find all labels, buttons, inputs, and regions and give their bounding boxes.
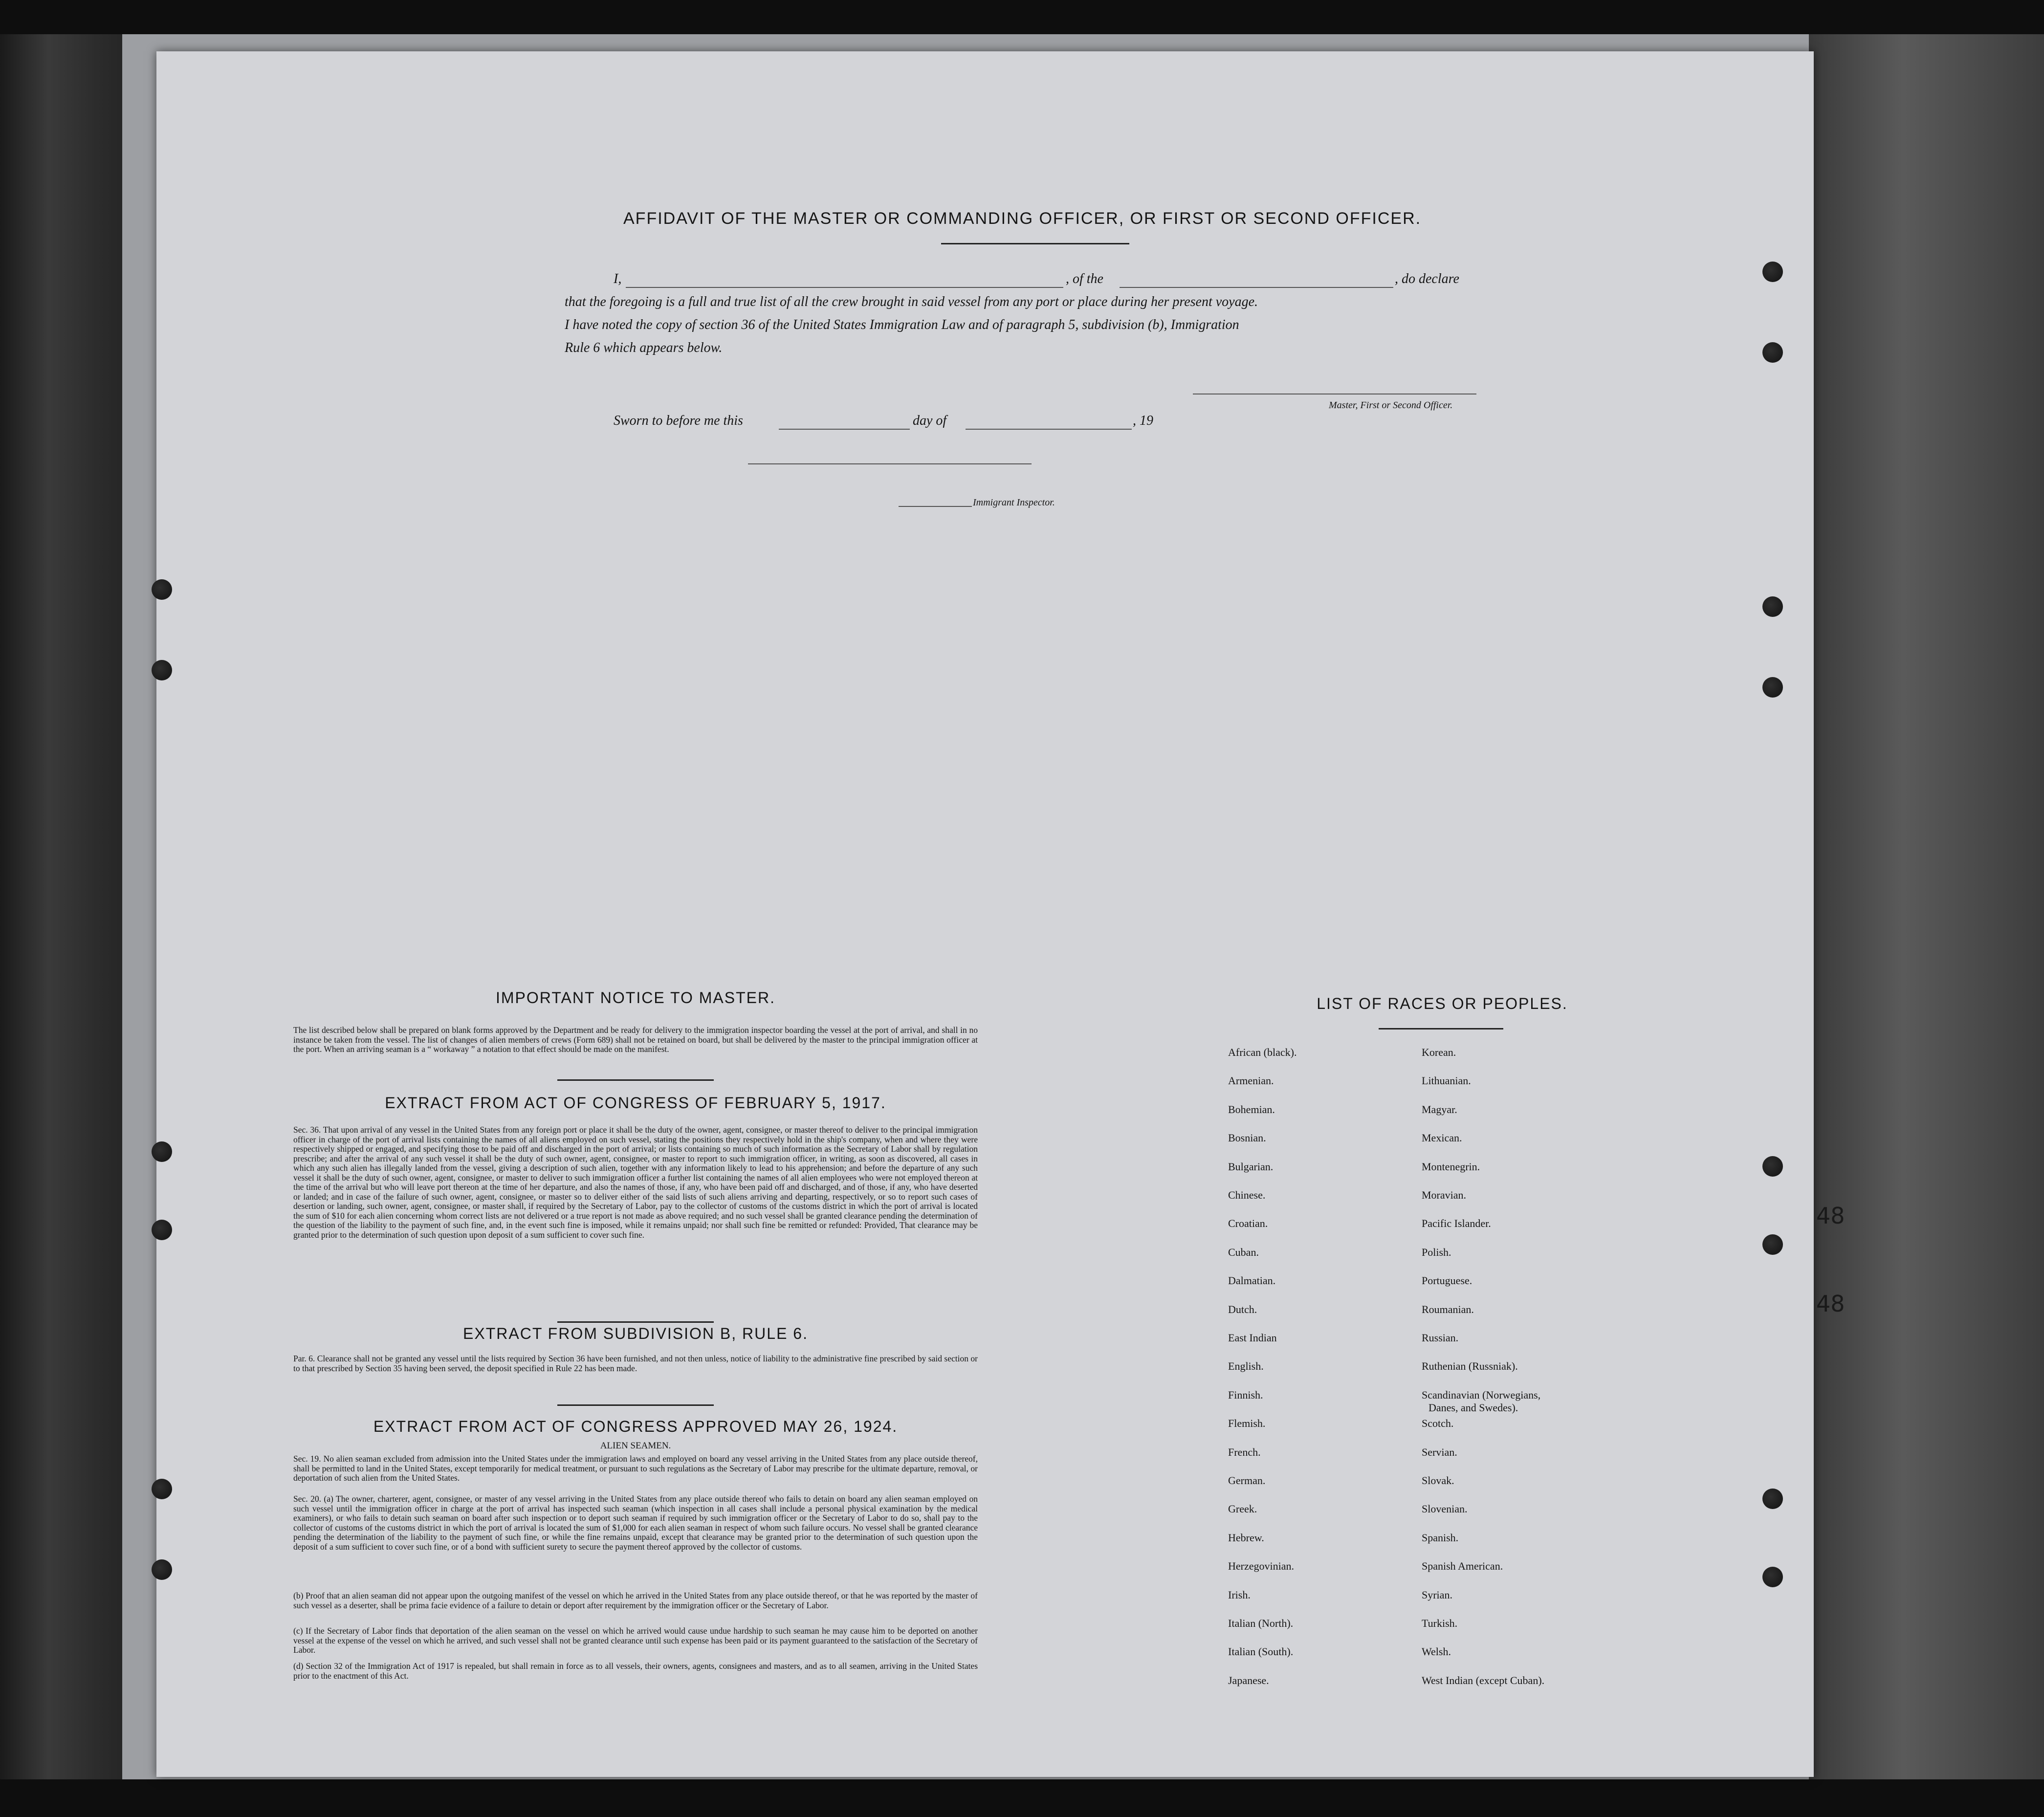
race-item: Japanese. xyxy=(1228,1674,1269,1686)
binder-hole xyxy=(152,1141,172,1162)
race-item: Portuguese. xyxy=(1422,1274,1473,1287)
extract-rule6-text: Par. 6. Clearance shall not be granted any vessel until the lists required by Section 36 have been furnished, and not then unless, notice of liability to the administrative fine prescribed by said section or to that prescribed by Section 35 having been served, the deposit specified in Rule 22 has been made. xyxy=(293,1354,978,1373)
race-item: Magyar. xyxy=(1422,1103,1457,1116)
race-item: East Indian xyxy=(1228,1332,1277,1344)
race-item: Spanish. xyxy=(1422,1531,1459,1544)
extract-1924-para-4: (c) If the Secretary of Labor finds that deportation of the alien seaman on the vessel on which he arrived would cause undue hardship to such seaman he may cause him to be deported on another vessel at the expense of the vessel on which he arrived, and such vessel shall not be granted clearance until such expense has been paid or its payment guaranteed to the satisfaction of the Secretary of Labor. xyxy=(293,1626,978,1655)
inspector-short-line xyxy=(899,506,972,507)
title-rule xyxy=(941,243,1129,244)
inspector-signature-line xyxy=(748,463,1032,464)
extract-1924-heading: EXTRACT FROM ACT OF CONGRESS APPROVED MAY 26, 1924. xyxy=(373,1418,898,1435)
binder-hole xyxy=(1762,677,1783,698)
affidavit-line-1-start: I, xyxy=(614,271,622,286)
margin-mark-1: 48 xyxy=(1816,1203,1845,1229)
race-item: Croatian. xyxy=(1228,1217,1268,1230)
affidavit-line-2: that the foregoing is a full and true list of all the crew brought in said vessel from any port or place during her present voyage. xyxy=(565,294,1258,309)
affidavit-line-1-end: , do declare xyxy=(1395,271,1459,286)
binder-hole xyxy=(152,660,172,680)
race-item: Armenian. xyxy=(1228,1074,1274,1087)
race-item: Italian (South). xyxy=(1228,1645,1294,1658)
sworn-prefix: Sworn to before me this xyxy=(614,413,743,428)
races-rule xyxy=(1379,1028,1503,1029)
race-item: Montenegrin. xyxy=(1422,1160,1480,1173)
binder-hole xyxy=(1762,262,1783,282)
race-item: Chinese. xyxy=(1228,1189,1266,1201)
name-blank xyxy=(626,287,1063,288)
race-item: Russian. xyxy=(1422,1332,1459,1344)
notice-text: The list described below shall be prepared on blank forms approved by the Department and be ready for delivery to the immigration inspector boarding the vessel at the port of arrival, and shall in no instance be taken from the vessel. The list of changes of alien members of crews (Form 689) shall not be retained on board, but shall be delivered by the master to the principal immigration officer at the port. When an arriving seaman is a “ workaway ” a notation to that effect should be made on the manifest. xyxy=(293,1025,978,1054)
race-item: Slovenian. xyxy=(1422,1503,1468,1515)
extract-rule6-heading: EXTRACT FROM SUBDIVISION B, RULE 6. xyxy=(463,1325,808,1342)
race-item: Servian. xyxy=(1422,1445,1457,1458)
race-item: Scandinavian (Norwegians, xyxy=(1422,1388,1541,1401)
extract-1924-para-2: Sec. 20. (a) The owner, charterer, agent, consignee, or master of any vessel arriving in the United States from any place outside thereof who fails to detain on board any alien seaman employed on such vessel until the immigration officer in charge at the port of arrival has inspected such seaman (which inspection in all cases shall include a personal physical examination by the medical examiners), or who fails to detain such seaman on board after such inspection or to deport such seaman if required by such immigration officer or the Secretary of Labor to do so, shall pay to the collector of customs of the customs district in which the port of arrival is located the sum of $1,000 for each alien seaman in respect of whom such failure occurs. No vessel shall be granted clearance pending the determination of the liability to the payment of such fine, or while the fine remains unpaid, except that clearance may be granted prior to the determination of such question upon the deposit of a sum sufficient to cover such fine, or of a bond with sufficient surety to secure the payment thereof approved by the collector of customs. xyxy=(293,1494,978,1552)
notice-heading: IMPORTANT NOTICE TO MASTER. xyxy=(496,989,775,1007)
affidavit-line-3: I have noted the copy of section 36 of the United States Immigration Law and of paragraph 5, subdivision (b), Immigration xyxy=(565,317,1239,332)
race-item: English. xyxy=(1228,1360,1264,1373)
race-item: Irish. xyxy=(1228,1588,1251,1601)
extract-1924-para-1: Sec. 19. No alien seaman excluded from admission into the United States under the immigration laws and employed on board any vessel arriving in the United States from any place outside thereof, shall be permitted to land in the United States, except temporarily for medical treatment, or pursuant to such regulations as the Secretary of Labor may prescribe for the ultimate departure, removal, or deportation of such alien from the United States. xyxy=(293,1454,978,1483)
race-item: Ruthenian (Russniak). xyxy=(1422,1360,1518,1373)
race-item: African (black). xyxy=(1228,1046,1297,1058)
signature-caption: Master, First or Second Officer. xyxy=(1329,400,1453,411)
inspector-caption: Immigrant Inspector. xyxy=(973,497,1055,508)
race-item: Moravian. xyxy=(1422,1189,1467,1201)
sworn-day: day of xyxy=(913,413,947,428)
binder-hole xyxy=(1762,596,1783,617)
race-item: French. xyxy=(1228,1445,1261,1458)
race-item: Cuban. xyxy=(1228,1246,1259,1258)
race-item: Welsh. xyxy=(1422,1645,1451,1658)
race-item: Hebrew. xyxy=(1228,1531,1264,1544)
race-item: Mexican. xyxy=(1422,1132,1462,1144)
binder-hole xyxy=(152,1220,172,1240)
race-item: Korean. xyxy=(1422,1046,1456,1058)
scan-background-right xyxy=(1809,0,2044,1817)
extract-1924-para-3: (b) Proof that an alien seaman did not appear upon the outgoing manifest of the vessel on which he arrived in the United States from any place outside thereof, or that he was reported by the master of such vessel as a deserter, shall be prima facie evidence of a failure to detain or deport after requirement by the immigration officer or the Secretary of Labor. xyxy=(293,1591,978,1610)
extract-1917-heading: EXTRACT FROM ACT OF CONGRESS OF FEBRUARY 5, 1917. xyxy=(385,1094,886,1112)
scan-background-bottom xyxy=(0,1779,2044,1817)
race-item: Polish. xyxy=(1422,1246,1451,1258)
race-item: Slovak. xyxy=(1422,1474,1454,1487)
binder-hole xyxy=(1762,1567,1783,1587)
affidavit-title: AFFIDAVIT OF THE MASTER OR COMMANDING OFFICER, OR FIRST OR SECOND OFFICER. xyxy=(623,209,1422,228)
race-item: Greek. xyxy=(1228,1503,1257,1515)
race-item: Finnish. xyxy=(1228,1388,1263,1401)
race-item: Lithuanian. xyxy=(1422,1074,1471,1087)
race-item: Turkish. xyxy=(1422,1617,1458,1629)
race-item: German. xyxy=(1228,1474,1266,1487)
binder-hole xyxy=(152,1479,172,1499)
affidavit-line-4: Rule 6 which appears below. xyxy=(565,340,723,355)
race-item: Dutch. xyxy=(1228,1303,1257,1315)
section-rule xyxy=(557,1321,714,1323)
day-blank xyxy=(779,429,910,430)
month-blank xyxy=(966,429,1132,430)
extract-1917-text: Sec. 36. That upon arrival of any vessel in the United States from any foreign port or place it shall be the duty of the owner, agent, consignee, or master thereof to deliver to the principal immigration officer in charge of the port of arrival lists containing the names of all aliens employed on such vessel, stating the positions they respectively hold in the ship's company, when and where they were respectively shipped or engaged, and specifying those to be paid off and discharged in the port of arrival; or lists containing so much of such information as the Secretary of Labor shall by regulation prescribe; and after the arrival of any such vessel it shall be the duty of such owner, agent, consignee, or master to report to such immigration officer, in writing, as soon as discovered, all cases in which any such alien has illegally landed from the vessel, giving a description of such alien, together with any information likely to lead to his apprehension; and before the departure of any such vessel it shall be the duty of such owner, agent, consignee, or master to deliver to such immigration officer a further list containing the names of all alien employees who were not employed thereon at the time of the arrival but who will leave port thereon at the time of her departure, and also the names of those, if any, who have been paid off and discharged, and of those, if any, who have deserted or landed; and in case of the failure of such owner, agent, consignee, or master so to deliver either of the said lists of such aliens arriving and departing, respectively, or so to report such cases of desertion or landing, such owner, agent, consignee, or master shall, if required by the Secretary of Labor, pay to the collector of customs of the customs district in which the port of arrival is located the sum of $10 for each alien concerning whom correct lists are not delivered or a true report is not made as above required; and no such vessel shall be granted clearance pending the determination of the question of the liability to the payment of such fine, and, in the event such fine is imposed, while it remains unpaid; nor shall such fine be remitted or refunded: Provided, That clearance may be granted prior to the determination of such question upon deposit of a sum sufficient to cover such fine. xyxy=(293,1125,978,1240)
races-heading: LIST OF RACES OR PEOPLES. xyxy=(1317,995,1568,1012)
sworn-year: , 19 xyxy=(1133,413,1153,428)
affidavit-line-1-mid: , of the xyxy=(1066,271,1103,286)
section-rule xyxy=(557,1079,714,1081)
binder-hole xyxy=(1762,1489,1783,1509)
race-item: Pacific Islander. xyxy=(1422,1217,1491,1230)
binder-hole xyxy=(1762,342,1783,363)
margin-mark-2: 48 xyxy=(1816,1291,1845,1317)
binder-hole xyxy=(1762,1234,1783,1255)
race-item: Herzegovinian. xyxy=(1228,1560,1294,1573)
sworn-line xyxy=(614,413,1200,433)
scan-background-top xyxy=(0,0,2044,34)
binder-hole xyxy=(152,1559,172,1580)
race-item: Bulgarian. xyxy=(1228,1160,1274,1173)
race-item: Italian (North). xyxy=(1228,1617,1294,1629)
section-rule xyxy=(557,1404,714,1406)
extract-1924-para-5: (d) Section 32 of the Immigration Act of 1917 is repealed, but shall remain in force as to all vessels, their owners, agents, consignees and masters, and as to all seamen, arriving in the United States prior to the enactment of this Act. xyxy=(293,1661,978,1681)
affidavit-line-1 xyxy=(614,271,1655,291)
race-item: Spanish American. xyxy=(1422,1560,1503,1573)
binder-hole xyxy=(152,579,172,600)
document-page xyxy=(156,51,1814,1777)
race-item: Bosnian. xyxy=(1228,1132,1266,1144)
race-item: Syrian. xyxy=(1422,1588,1452,1601)
race-item: Flemish. xyxy=(1228,1417,1266,1430)
race-item: West Indian (except Cuban). xyxy=(1422,1674,1545,1686)
race-item: Danes, and Swedes). xyxy=(1429,1401,1518,1414)
race-item: Dalmatian. xyxy=(1228,1274,1276,1287)
race-item: Roumanian. xyxy=(1422,1303,1474,1315)
race-item: Bohemian. xyxy=(1228,1103,1275,1116)
race-item: Scotch. xyxy=(1422,1417,1454,1430)
vessel-blank xyxy=(1120,287,1393,288)
binder-hole xyxy=(1762,1156,1783,1177)
extract-1924-subheading: ALIEN SEAMEN. xyxy=(600,1441,671,1451)
